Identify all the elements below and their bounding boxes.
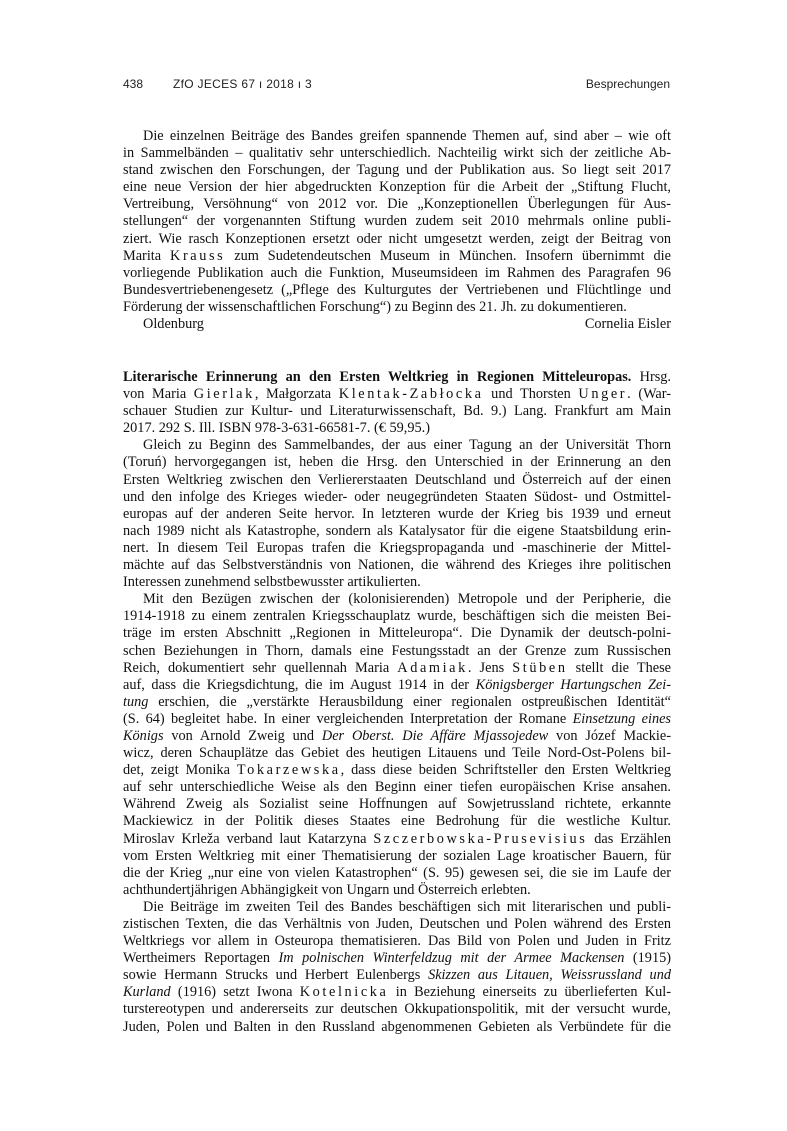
text-line: eine neue Version der hier abgedruckten Konzeption für die Arbeit der „Stiftung Flucht, <box>123 179 671 196</box>
text-line: ziert. Wie rasch Konzeptionen ersetzt oder nicht umgesetzt werden, zeigt der Beitrag von <box>123 230 671 247</box>
text-line: schen Beziehungen in Thorn, damals eine Festungsstadt an der Grenze zum Russischen <box>123 642 671 659</box>
reviewer-place: Oldenburg <box>143 316 204 333</box>
text-line: Ersten Weltkrieg zwischen den Verliererstaaten Deutschland und Österreich auf der einen <box>123 471 671 488</box>
text-line: Vertreibung, Versöhnung“ von 2012 vor. Die „Konzeptionellen Überlegungen für Aus- <box>123 196 671 213</box>
text-line: turstereotypen und andererseits zur deutschen Okkupationspolitik, mit der versucht wurde, <box>123 1001 671 1018</box>
running-header <box>123 77 670 93</box>
editor-name: Gierlak <box>193 386 255 403</box>
text-line: europas auf der anderen Seite hervor. In letzteren wurde der Krieg bis 1939 und erneut <box>123 505 671 522</box>
text-line: Wertheimers Reportagen Im polnischen Winterfeldzug mit der Armee Mackensen (1915) <box>123 950 671 967</box>
author-name-spaced: Szczerbowska-Prusevisius <box>373 830 588 847</box>
text-line: zistischen Texten, die das Verhältnis von Juden, Deutschen und Polen während des Ersten <box>123 916 671 932</box>
text-line: det, zeigt Monika Tokarzewska, dass diese beiden Schriftsteller den Ersten Weltkrieg <box>123 762 672 779</box>
book-title-line: Literarische Erinnerung an den Ersten Weltkrieg in Regionen Mitteleuropas. Hrsg. <box>123 369 671 385</box>
text-line: Interessen zunehmend selbstbewusster artikulierten. <box>123 574 421 591</box>
author-name-spaced: Tokarzewska <box>236 762 341 779</box>
italic-title: Skizzen aus Litauen, Weissrussland und <box>428 967 671 984</box>
section-title: Besprechungen <box>585 77 670 91</box>
text-line: Juden, Polen und Balten in den Russland abgenommenen Gebieten als Verbündete für die <box>123 1018 671 1035</box>
text-line: achthundertjährigen Abhängigkeit von Ungarn und Österreich erlebten. <box>123 881 531 898</box>
text-line: sowie Hermann Strucks und Herbert Eulenbergs Skizzen aus Litauen, Weissrussland und <box>123 967 671 984</box>
editors-line: von Maria Gierlak, Małgorzata Klentak-Zabłocka und Thorsten Unger. (War- <box>123 386 672 403</box>
text-line: Kurland (1916) setzt Iwona Kotelnicka in Beziehung einerseits zu überlieferten Kul- <box>123 984 671 1001</box>
author-name-spaced: Kotelnicka <box>299 984 389 1001</box>
text-line: Während Zweig als Sozialist seine Hoffnungen auf Sowjetrussland richtete, erkannte <box>123 796 671 813</box>
editor-name: Unger <box>578 386 628 403</box>
editor-name: Klentak-Zabłocka <box>338 386 484 403</box>
italic-title: Königsberger Hartungschen Zei- <box>475 676 671 693</box>
review-previous-ending <box>123 128 671 333</box>
text-line: Mackiewicz in der Politik dieses Staates eine Bedrohung für die westliche Kultur. <box>123 813 671 830</box>
text-line: nert. In diesem Teil Europas trafen die Kriegspropaganda und -maschinerie der Mittel- <box>123 539 671 556</box>
reviewer-name: Cornelia Eisler <box>584 316 671 333</box>
text-line: Reich, dokumentiert sehr quellennah Maria Adamiak. Jens Stüben stellt die These <box>123 659 671 676</box>
text-line: Bundesvertriebenengesetz („Pflege des Kulturgutes der Vertriebenen und Flüchtlinge und <box>123 281 671 298</box>
review-signature <box>123 316 671 333</box>
italic-title: Im polnischen Winterfeldzug mit der Armee Mackensen <box>278 950 625 967</box>
text-line: wicz, deren Schauplätze das Gebiet des heutigen Litauens und Teile Nord-Ost-Polens bil- <box>123 745 671 762</box>
text-line: (Toruń) hervorgegangen ist, heben die Hrsg. den Unterschied in der Erinnerung an den <box>123 454 671 471</box>
text-line: 1914-1918 zu einem zentralen Kriegsschauplatz wurde, beschäftigen sich die meisten Bei- <box>123 608 671 625</box>
text-line <box>123 248 671 265</box>
text-line: die der Krieg „nur eine von vielen Katastrophen“ (S. 95) gewesen sei, die sie im Laufe der <box>123 864 671 881</box>
text-fragment: zum Sudetendeutschen Museum in München. Insofern übernimmt die <box>234 247 671 264</box>
text-line: Mit den Bezügen zwischen der (kolonisierenden) Metropole und der Peripherie, die <box>143 591 671 608</box>
text-line: stellungen“ der vorgenannten Stiftung wurden zudem seit 2010 mehrmals online publi- <box>123 213 671 230</box>
text-line: schauer Studien zur Kultur- und Literaturwissenschaft, Bd. 9.) Lang. Frankfurt am Main <box>123 403 671 420</box>
page-number: 438 <box>123 77 144 91</box>
author-name-spaced: Krauss <box>170 247 226 264</box>
bibliographic-line: 2017. 292 S. Ill. ISBN 978-3-631-66581-7. (€ 59,95.) <box>123 420 430 437</box>
journal-reference: ZfO JECES 67 ı 2018 ı 3 <box>173 77 312 91</box>
author-name-spaced: Stüben <box>512 659 568 676</box>
text-line: stand zwischen den Forschungen, der Tagung und der Publikation aus. So liegt seit 2017 <box>123 162 671 179</box>
italic-title: tung <box>123 693 149 710</box>
text-line: Miroslav Krleža verband laut Katarzyna Szczerbowska-Prusevisius das Erzählen <box>123 830 671 847</box>
text-line: Die einzelnen Beiträge des Bandes greifen spannende Themen auf, sind aber – wie oft <box>143 128 671 144</box>
text-line: Die Beiträge im zweiten Teil des Bandes beschäftigen sich mit literarischen und publi- <box>143 898 671 915</box>
text-line: Gleich zu Beginn des Sammelbandes, der aus einer Tagung an der Universität Thorn <box>143 437 671 454</box>
text-line: Königs von Arnold Zweig und Der Oberst. Die Affäre Mjassojedew von Józef Mackie- <box>123 727 671 744</box>
italic-title: Kurland <box>123 984 171 1001</box>
italic-title: Einsetzung eines <box>572 710 671 727</box>
text-line: mächte auf das Selbstverständnis von Nationen, die während des Krieges ihre politischen <box>123 557 671 574</box>
review-literarische-erinnerung <box>123 369 671 1036</box>
text-line: auf, dass die Kriegsdichtung, die im August 1914 in der Königsberger Hartungschen Zei- <box>123 676 671 693</box>
text-line: auf sehr unterschiedliche Weise als den Beginn einer tiefen europäischen Krise ansahen. <box>123 779 671 796</box>
text-line: und den infolge des Krieges wieder- oder neugegründeten Staaten Südost- und Ostmittel- <box>123 488 671 505</box>
italic-title: Der Oberst. Die Affäre Mjassojedew <box>321 727 549 744</box>
text-line: Förderung der wissenschaftlichen Forschung“) zu Beginn des 21. Jh. zu dokumentieren. <box>123 298 627 315</box>
author-name-spaced: Adamiak <box>397 659 468 676</box>
text-line: vom Ersten Weltkrieg mit einer Thematisierung der sozialen Lage kroatischer Bauern, für <box>123 847 671 864</box>
italic-title: Königs <box>123 727 164 744</box>
text-line: vorliegende Publikation auch die Funktion, Museumsideen im Rahmen des Paragrafen 96 <box>123 264 671 281</box>
text-line: träge im ersten Abschnitt „Regionen in Mitteleuropa“. Die Dynamik der deutsch-polni- <box>123 625 671 642</box>
book-title: Literarische Erinnerung an den Ersten Weltkrieg in Regionen Mitteleuropas. <box>123 369 632 385</box>
text-fragment: Marita <box>123 247 162 264</box>
text-line: Weltkriegs vor allem in Osteuropa thematisieren. Das Bild von Polen und Juden in Fritz <box>123 933 671 950</box>
text-line: tung erschien, die „verstärkte Herausbildung einer regionalen ostpreußischen Identität“ <box>123 693 671 710</box>
text-line: in Sammelbänden – qualitativ sehr unterschiedlich. Nachteilig wirkt sich der zeitliche Ab- <box>123 145 671 162</box>
text-line: nach 1989 nicht als Katastrophe, sondern als Katalysator für die eigene Staatsbildung erin- <box>123 522 671 539</box>
text-line: (S. 64) begleitet habe. In einer vergleichenden Interpretation der Romane Einsetzung eines <box>123 710 671 727</box>
